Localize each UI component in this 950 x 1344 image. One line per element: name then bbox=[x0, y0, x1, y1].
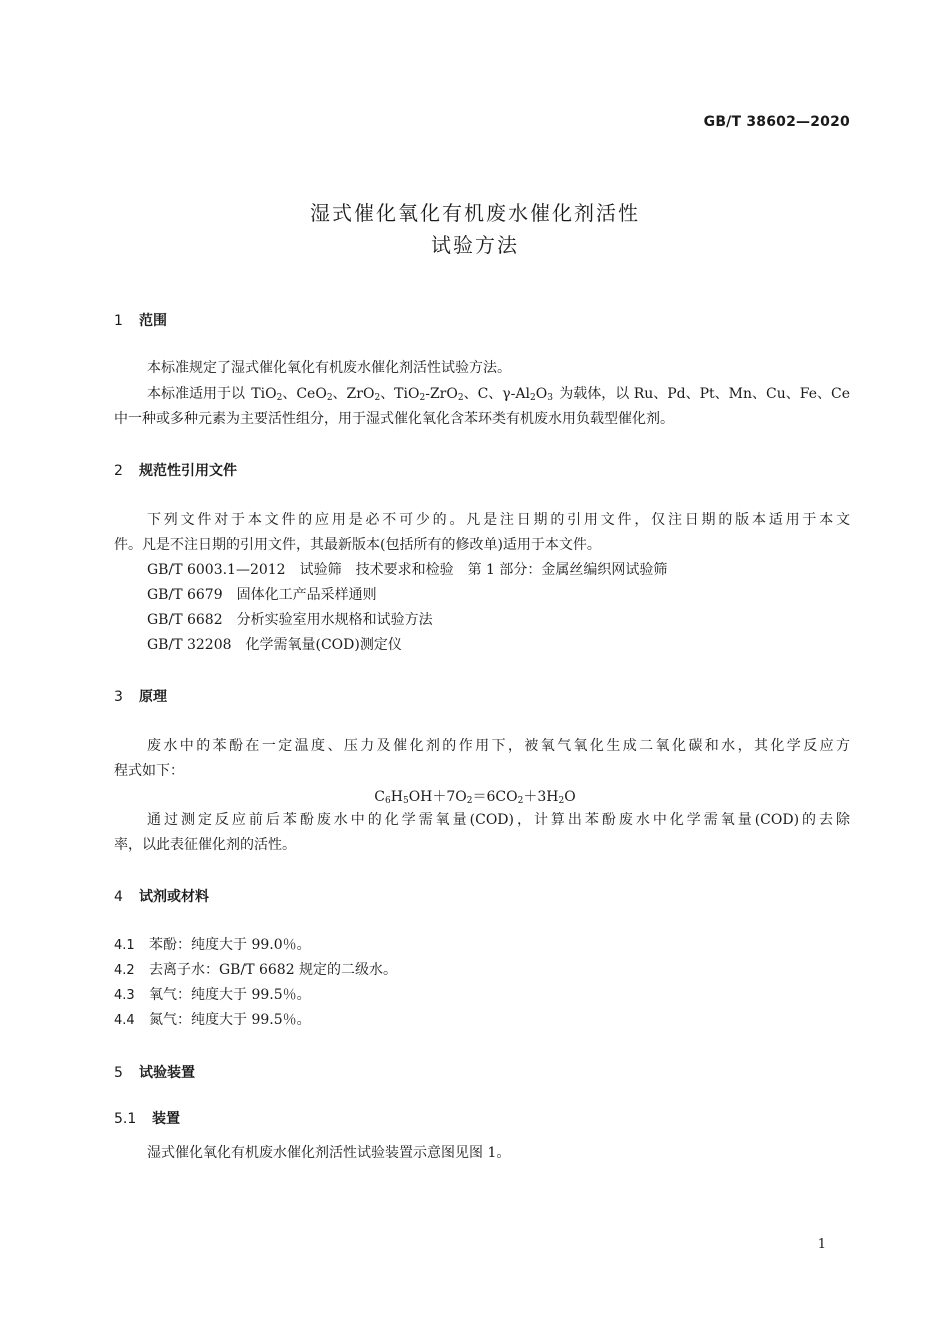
formula-part: 、CeO bbox=[282, 386, 327, 402]
subsection-number: 5.1 bbox=[114, 1111, 137, 1127]
section-2-paragraph-line2: 件。凡是不注日期的引用文件，其最新版本(包括所有的修改单)适用于本文件。 bbox=[114, 537, 601, 553]
section-3-heading bbox=[114, 686, 167, 706]
section-5-paragraph: 湿式催化氧化有机废水催化剂活性试验装置示意图见图 1。 bbox=[147, 1145, 511, 1161]
material-item bbox=[114, 1010, 311, 1031]
section-title: 原理 bbox=[139, 689, 167, 705]
section-number: 5 bbox=[114, 1065, 123, 1081]
section-4-heading bbox=[114, 886, 209, 906]
formula-part: O bbox=[564, 789, 576, 805]
section-5-heading bbox=[114, 1062, 195, 1082]
normative-reference: GB/T 6003.1—2012 试验筛 技术要求和检验 第 1 部分：金属丝编织网试验筛 bbox=[147, 562, 668, 578]
formula-part: 、TiO bbox=[380, 386, 420, 402]
item-number: 4.4 bbox=[114, 1013, 135, 1028]
item-text: 苯酚：纯度大于 99.0％。 bbox=[149, 937, 311, 953]
formula-part: 、C、γ-Al bbox=[463, 386, 530, 402]
standard-number: GB/T 38602—2020 bbox=[703, 114, 850, 130]
section-1-paragraph-2-line2: 中一种或多种元素为主要活性组分，用于湿式催化氧化含苯环类有机废水用负载型催化剂。 bbox=[114, 411, 674, 427]
formula-part: C bbox=[374, 789, 386, 805]
formula-subscript: 2 bbox=[466, 796, 473, 806]
normative-reference: GB/T 32208 化学需氧量(COD)测定仪 bbox=[147, 637, 402, 653]
formula-part: ＋3H bbox=[523, 789, 559, 805]
formula-subscript: 2 bbox=[558, 796, 565, 806]
section-title: 试验装置 bbox=[139, 1065, 195, 1081]
section-number: 4 bbox=[114, 889, 123, 905]
formula-subscript: 2 bbox=[326, 393, 333, 403]
section-title: 范围 bbox=[139, 313, 167, 329]
subsection-title: 装置 bbox=[152, 1111, 180, 1127]
paragraph-text: 为载体，以 Ru、Pd、Pt、Mn、Cu、Fe、Ce bbox=[559, 386, 850, 402]
section-number: 2 bbox=[114, 463, 123, 479]
formula-subscript: 3 bbox=[547, 393, 553, 403]
page-number: 1 bbox=[817, 1237, 826, 1252]
formula-subscript: 5 bbox=[402, 796, 409, 806]
item-text: 氮气：纯度大于 99.5％。 bbox=[149, 1012, 311, 1028]
formula-subscript: 2 bbox=[276, 393, 283, 403]
formula-part: H bbox=[390, 789, 403, 805]
formula-subscript: 2 bbox=[374, 393, 381, 403]
section-3-paragraph-2-line2: 率，以此表征催化剂的活性。 bbox=[114, 837, 296, 853]
section-title: 试剂或材料 bbox=[139, 889, 209, 905]
section-2-heading bbox=[114, 460, 237, 480]
formula-part: 、ZrO bbox=[332, 386, 375, 402]
chemical-equation bbox=[0, 786, 950, 806]
formula-subscript: 2 bbox=[530, 393, 536, 403]
subsection-5-1-heading bbox=[114, 1108, 180, 1128]
normative-reference: GB/T 6679 固体化工产品采样通则 bbox=[147, 587, 377, 603]
section-number: 3 bbox=[114, 689, 123, 705]
item-number: 4.1 bbox=[114, 938, 135, 953]
formula-part: OH＋7O bbox=[408, 789, 467, 805]
material-item bbox=[114, 935, 311, 956]
section-1-paragraph-1: 本标准规定了湿式催化氧化有机废水催化剂活性试验方法。 bbox=[147, 360, 511, 376]
section-2-paragraph-line1: 下列文件对于本文件的应用是必不可少的。凡是注日期的引用文件，仅注日期的版本适用于本文 bbox=[147, 512, 850, 528]
section-number: 1 bbox=[114, 313, 123, 329]
item-text: 氧气：纯度大于 99.5％。 bbox=[149, 987, 311, 1003]
formula-part: TiO bbox=[251, 386, 277, 402]
paragraph-text: 本标准适用于以 bbox=[147, 386, 245, 402]
formula-subscript: 6 bbox=[385, 796, 391, 806]
formula-part: -ZrO bbox=[425, 386, 458, 402]
material-item bbox=[114, 960, 397, 981]
item-number: 4.3 bbox=[114, 988, 135, 1003]
section-1-paragraph-2-line1 bbox=[147, 384, 850, 408]
section-3-paragraph-1-line1: 废水中的苯酚在一定温度、压力及催化剂的作用下，被氧气氧化生成二氧化碳和水，其化学反应方 bbox=[147, 738, 850, 754]
carrier-formulas bbox=[251, 384, 553, 408]
item-text: 去离子水：GB/T 6682 规定的二级水。 bbox=[149, 962, 398, 978]
section-3-paragraph-1-line2: 程式如下： bbox=[114, 763, 184, 779]
document-title-line2: 试验方法 bbox=[431, 233, 519, 257]
formula-part: O bbox=[535, 386, 548, 402]
normative-reference: GB/T 6682 分析实验室用水规格和试验方法 bbox=[147, 612, 433, 628]
section-3-paragraph-2-line1: 通过测定反应前后苯酚废水中的化学需氧量(COD)，计算出苯酚废水中化学需氧量(COD)的去除 bbox=[147, 812, 850, 828]
material-item bbox=[114, 985, 311, 1006]
formula-subscript: 2 bbox=[419, 393, 426, 403]
formula-part: ＝6CO bbox=[472, 789, 518, 805]
document-title-line1: 湿式催化氧化有机废水催化剂活性 bbox=[310, 201, 640, 225]
formula-subscript: 2 bbox=[517, 796, 524, 806]
section-1-heading bbox=[114, 310, 167, 330]
section-title: 规范性引用文件 bbox=[139, 463, 237, 479]
item-number: 4.2 bbox=[114, 963, 135, 978]
formula-subscript: 2 bbox=[457, 393, 464, 403]
